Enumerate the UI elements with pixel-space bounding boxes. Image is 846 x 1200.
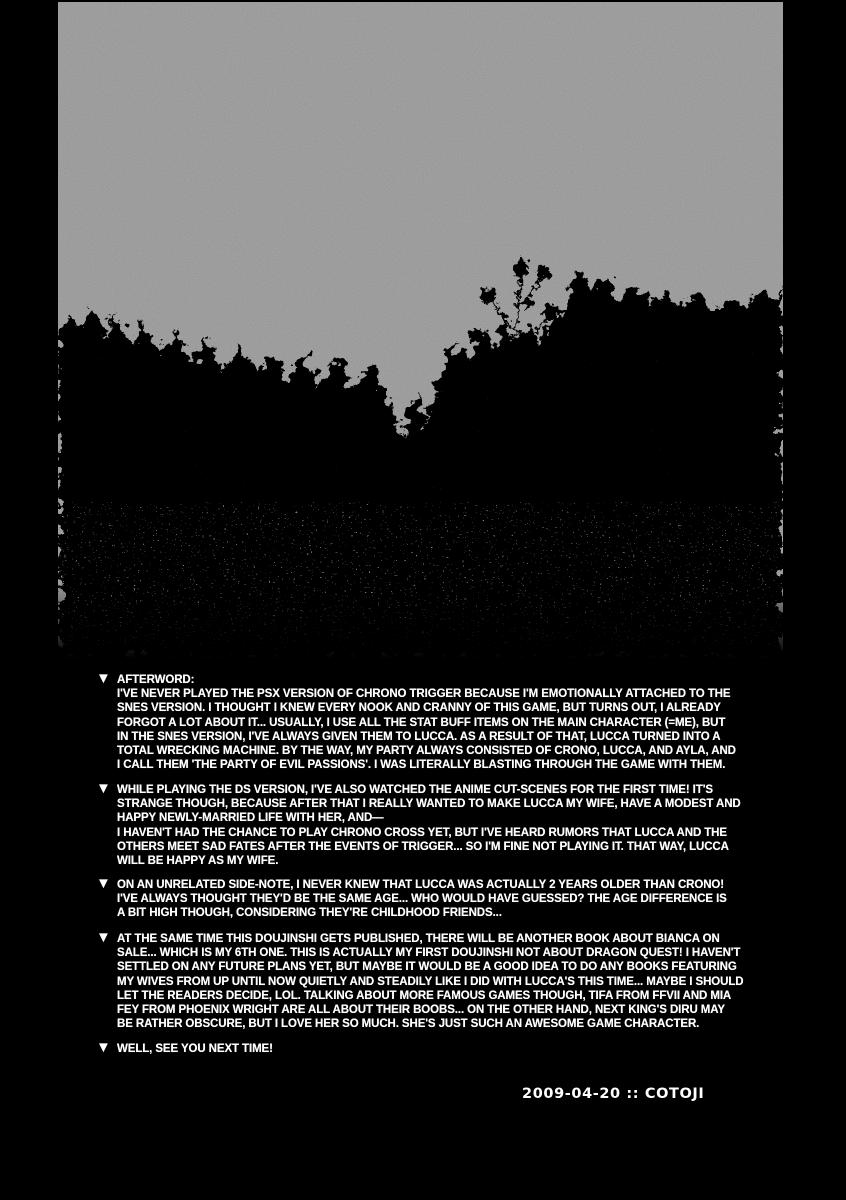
triangle-marker-icon: ▼ [96, 780, 111, 797]
afterword-line: OTHERS MEET SAD FATES AFTER THE EVENTS OF TRIGGER... SO I'M FINE NOT PLAYING IT. THAT WAY, LUCCA [117, 840, 729, 853]
afterword-paragraph-1 [96, 670, 736, 772]
forest-photo [58, 2, 783, 658]
date-author-credit: 2009-04-20 :: COTOJI [522, 1086, 705, 1102]
afterword-line: SNES VERSION. I THOUGHT I KNEW EVERY NOOK AND CRANNY OF THIS GAME, BUT TURNS OUT, I ALREADY [117, 702, 721, 715]
afterword-line: SALE... WHICH IS MY 6TH ONE. THIS IS ACTUALLY MY FIRST DOUJINSHI NOT ABOUT DRAGON QUEST! I HAVEN'T [117, 947, 741, 960]
afterword-line: WHILE PLAYING THE DS VERSION, I'VE ALSO WATCHED THE ANIME CUT-SCENES FOR THE FIRST TIME! IT'S [117, 784, 713, 796]
afterword-line: SETTLED ON ANY FUTURE PLANS YET, BUT MAYBE IT WOULD BE A GOOD IDEA TO DO ANY BOOKS FEATURING [117, 961, 737, 974]
afterword-paragraph-4 [96, 929, 744, 1031]
triangle-marker-icon: ▼ [96, 670, 111, 687]
afterword-line: A BIT HIGH THOUGH, CONSIDERING THEY'RE CHILDHOOD FRIENDS... [117, 907, 502, 920]
triangle-marker-icon: ▼ [96, 875, 111, 892]
afterword-line: TOTAL WRECKING MACHINE. BY THE WAY, MY PARTY ALWAYS CONSISTED OF CRONO, LUCCA, AND AYLA, AND [117, 745, 736, 758]
afterword-paragraph-2 [96, 780, 741, 868]
photo-bottom-fade [58, 582, 783, 658]
afterword-line: LET THE READERS DECIDE, LOL. TALKING ABOUT MORE FAMOUS GAMES THOUGH, TIFA FROM FFVII AND MIA [117, 989, 732, 1002]
afterword-line: I'VE ALWAYS THOUGHT THEY'D BE THE SAME AGE... WHO WOULD HAVE GUESSED? THE AGE DIFFERENCE IS [117, 893, 727, 906]
afterword-line: I HAVEN'T HAD THE CHANCE TO PLAY CHRONO CROSS YET, BUT I'VE HEARD RUMORS THAT LUCCA AND THE [117, 826, 727, 839]
afterword-line: IN THE SNES VERSION, I'VE ALWAYS GIVEN THEM TO LUCCA. AS A RESULT OF THAT, LUCCA TURNED INTO A [117, 730, 721, 743]
afterword-line: WILL BE HAPPY AS MY WIFE. [117, 855, 279, 868]
afterword-line: HAPPY NEWLY-MARRIED LIFE WITH HER, AND— [117, 812, 384, 825]
photo-grain [58, 2, 783, 658]
triangle-marker-icon: ▼ [96, 1039, 111, 1056]
triangle-marker-icon: ▼ [96, 929, 111, 946]
afterword-line: BE RATHER OBSCURE, BUT I LOVE HER SO MUCH. SHE'S JUST SUCH AN AWESOME GAME CHARACTER. [117, 1018, 700, 1031]
afterword-line: I'VE NEVER PLAYED THE PSX VERSION OF CHRONO TRIGGER BECAUSE I'M EMOTIONALLY ATTACHED TO THE [117, 688, 731, 701]
forest-photo-graphic [58, 2, 783, 658]
afterword-line: FEY FROM PHOENIX WRIGHT ARE ALL ABOUT THEIR BOOBS... ON THE OTHER HAND, NEXT KING'S DIRU MAY [117, 1004, 725, 1017]
afterword-line: STRANGE THOUGH, BECAUSE AFTER THAT I REALLY WANTED TO MAKE LUCCA MY WIFE, HAVE A MODEST AND [117, 798, 741, 811]
afterword-line: MY WIVES FROM UP UNTIL NOW QUIETLY AND STEADILY LIKE I DID WITH LUCCA'S THIS TIME... MAYBE I SHOULD [117, 975, 744, 988]
afterword-line: AT THE SAME TIME THIS DOUJINSHI GETS PUBLISHED, THERE WILL BE ANOTHER BOOK ABOUT BIANCA ON [117, 933, 720, 945]
afterword-paragraph-5 [96, 1039, 273, 1056]
afterword-paragraph-3 [96, 875, 727, 921]
afterword-line: I CALL THEM 'THE PARTY OF EVIL PASSIONS'. I WAS LITERALLY BLASTING THROUGH THE GAME WITH THEM. [117, 759, 726, 772]
afterword-closing-line: WELL, SEE YOU NEXT TIME! [117, 1043, 273, 1055]
afterword-heading: AFTERWORD: [117, 674, 195, 686]
afterword-line: ON AN UNRELATED SIDE-NOTE, I NEVER KNEW THAT LUCCA WAS ACTUALLY 2 YEARS OLDER THAN CRONO! [117, 879, 725, 891]
afterword-line: FORGOT A LOT ABOUT IT... USUALLY, I USE ALL THE STAT BUFF ITEMS ON THE MAIN CHARACTER (=ME), BUT [117, 716, 726, 729]
